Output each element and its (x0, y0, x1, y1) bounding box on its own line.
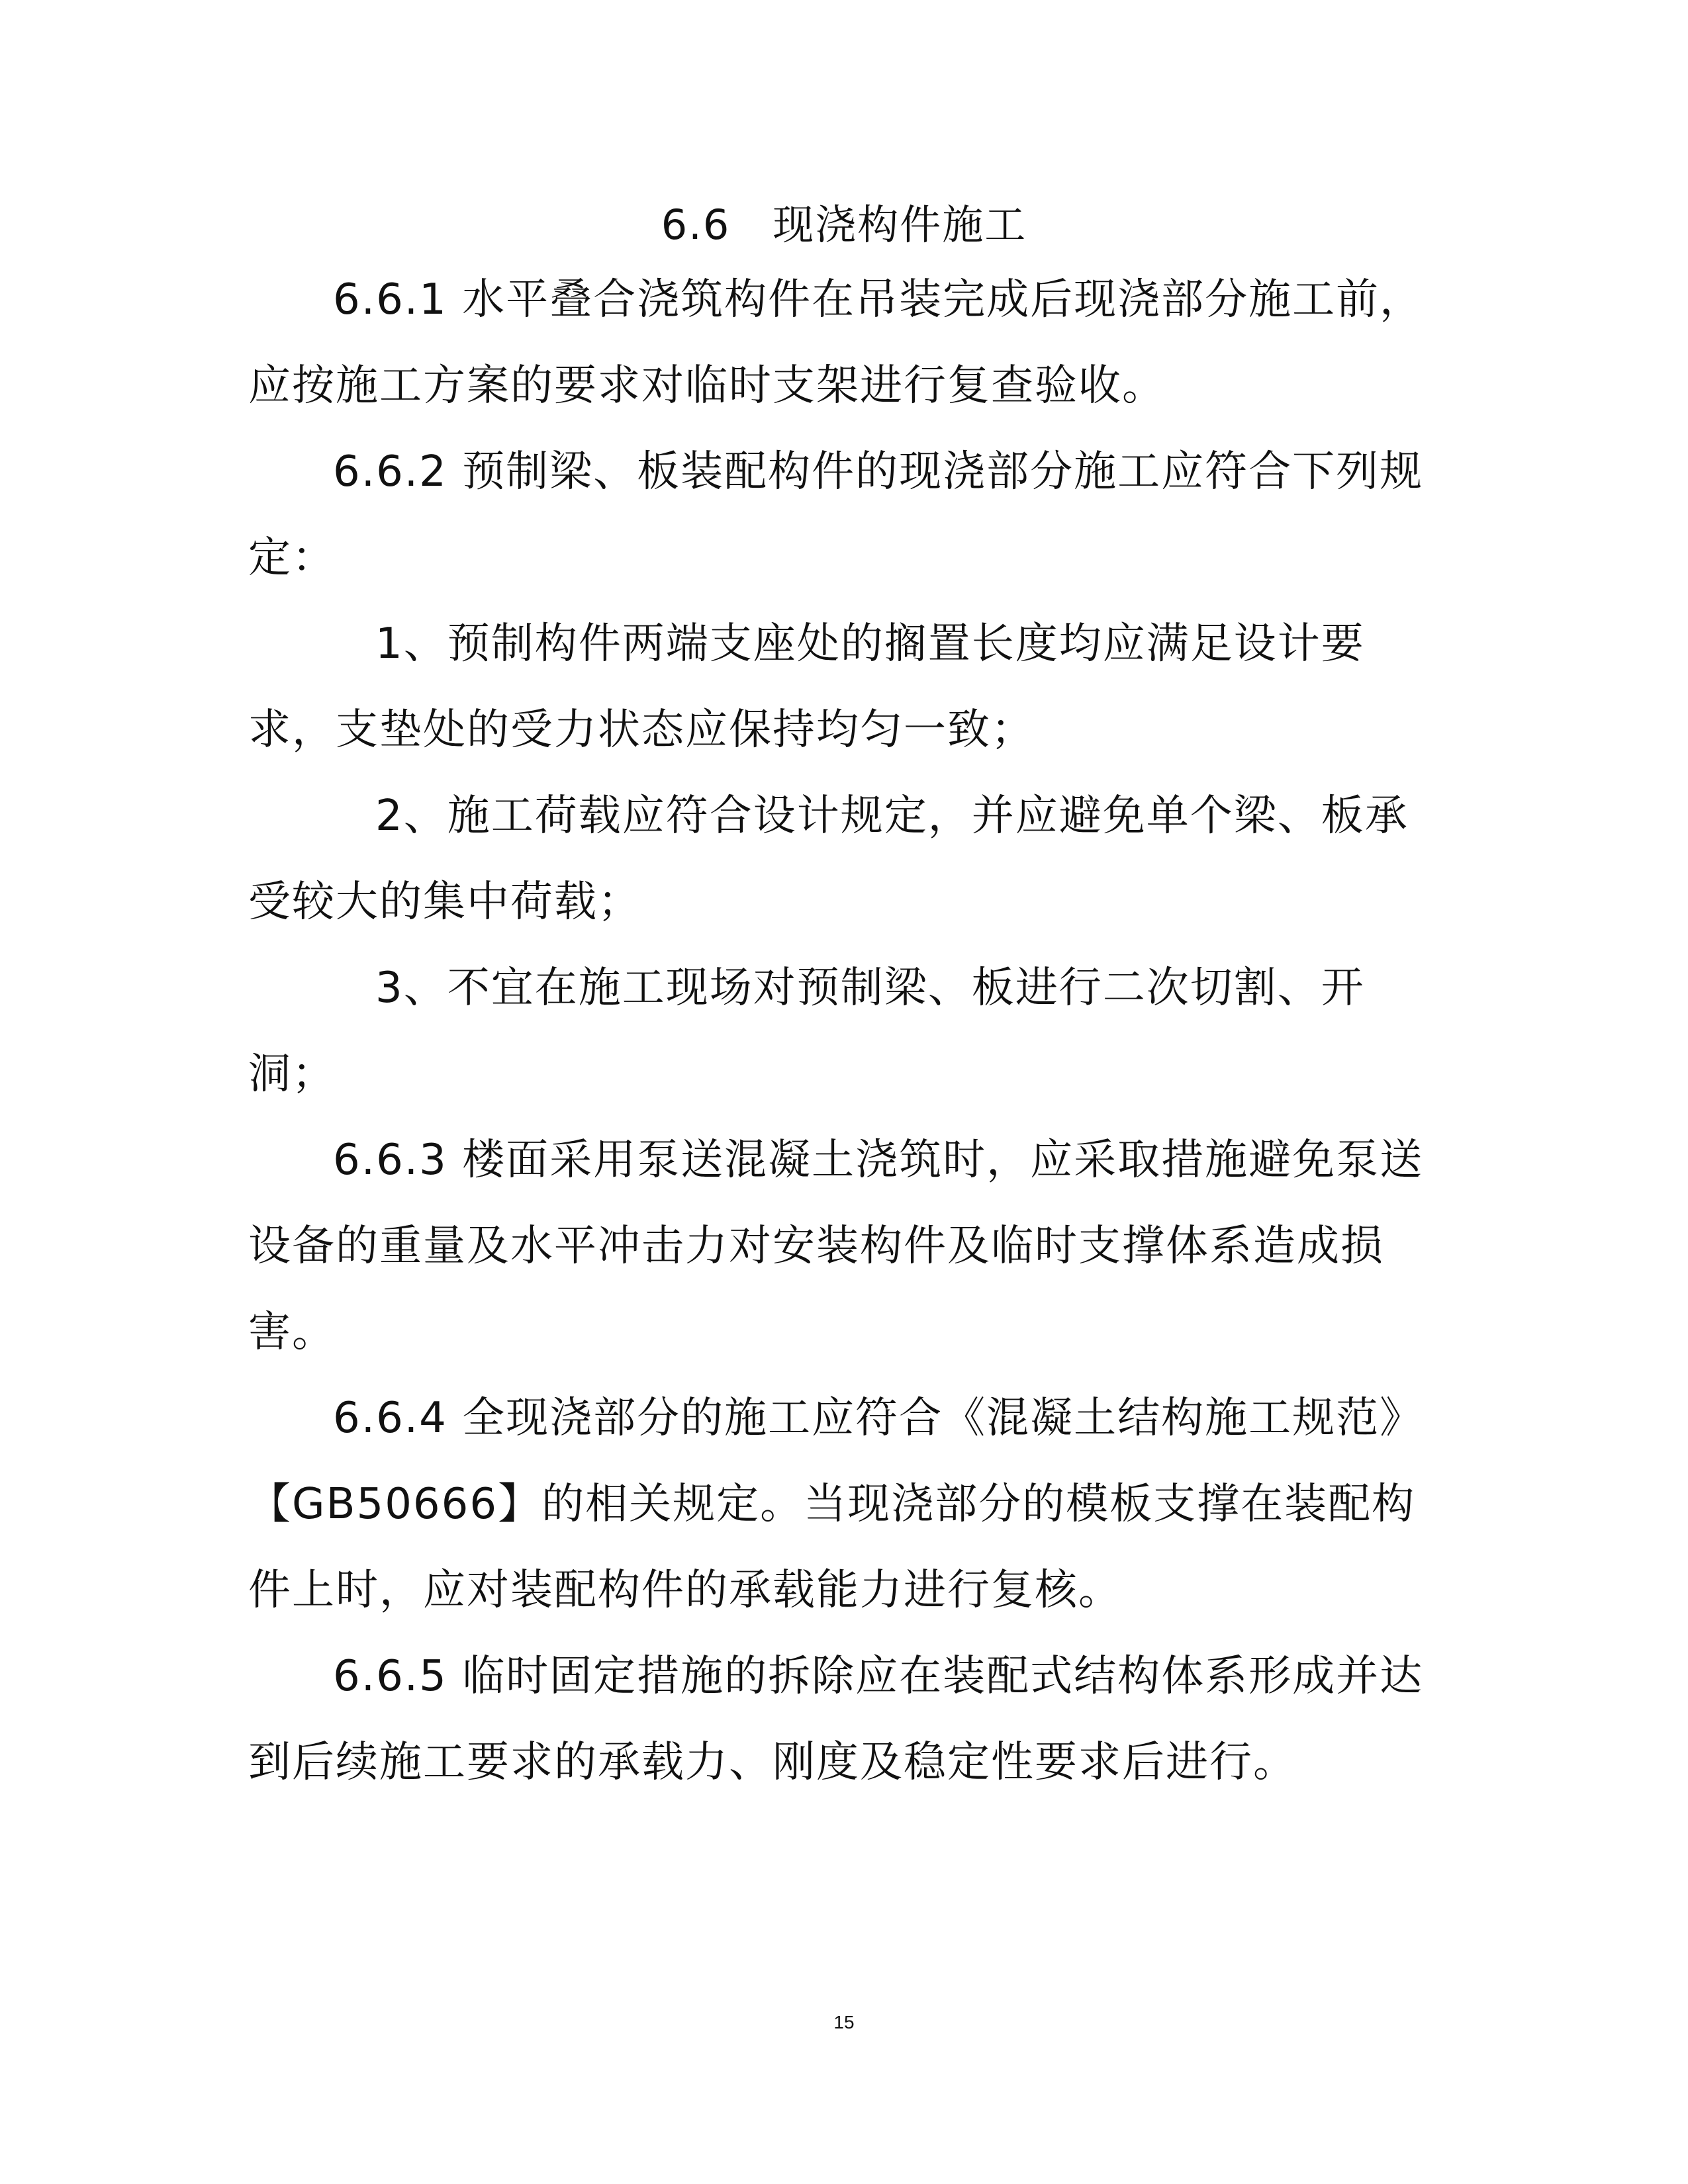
clause-6-6-2-item-1: 1、预制构件两端支座处的搁置长度均应满足设计要求，支垫处的受力状态应保持均匀一致； (248, 619, 1365, 754)
clause-6-6-4: 6.6.4 全现浇部分的施工应符合《混凝土结构施工规范》【GB50666】的相关规定。当现浇部分的模板支撑在装配构件上时，应对装配构件的承载能力进行复核。 (248, 1394, 1424, 1615)
clause-6-6-5: 6.6.5 临时固定措施的拆除应在装配式结构体系形成并达到后续施工要求的承载力、刚度及稳定性要求后进行。 (248, 1652, 1424, 1787)
clause-6-6-2-item-2: 2、施工荷载应符合设计规定，并应避免单个梁、板承受较大的集中荷载； (248, 792, 1409, 927)
clause-6-6-2: 6.6.2 预制梁、板装配构件的现浇部分施工应符合下列规定： (248, 447, 1424, 582)
clause-6-6-3: 6.6.3 楼面采用泵送混凝土浇筑时，应采取措施避免泵送设备的重量及水平冲击力对安装构件及临时支撑体系造成损害。 (248, 1136, 1424, 1357)
page-number: 15 (833, 2012, 855, 2032)
section-body (248, 257, 1446, 1805)
clause-6-6-1: 6.6.1 水平叠合浇筑构件在吊装完成后现浇部分施工前，应按施工方案的要求对临时支架进行复查验收。 (248, 275, 1424, 410)
section-heading: 6.6 现浇构件施工 (661, 201, 1027, 249)
clause-6-6-2-item-3: 3、不宜在施工现场对预制梁、板进行二次切割、开洞； (248, 964, 1365, 1099)
